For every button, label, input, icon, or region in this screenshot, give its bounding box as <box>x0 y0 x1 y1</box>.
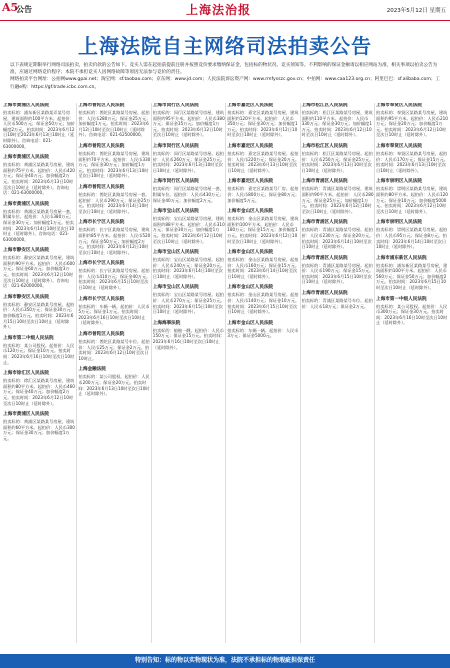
lot-court: 上海市徐汇区人民法院 <box>3 371 49 377</box>
auction-lot <box>2 103 76 149</box>
auction-lot <box>226 179 300 203</box>
lot-court: 上海市黄浦区人民法院 <box>3 155 49 161</box>
lot-details: 拍卖标的：某公司股权。起拍价：人民币120万元；保证金10万元。拍卖时间：2023年6月16日10时至次日10时止。 <box>3 342 75 365</box>
masthead: 上海法治报 <box>186 3 252 17</box>
lot-details: 拍卖标的：闵行区某路某号房屋，建筑面积约95平方米。起拍价：人民币380万元；保证金35万元；加价幅度1万元。拍卖时间：2023年6月12日10时至次日10时止（延时除外）。 <box>152 110 225 138</box>
auction-lot <box>2 336 76 365</box>
auction-lot <box>77 220 151 255</box>
lot-court: 上海市松江区人民法院 <box>301 143 348 149</box>
auction-lot <box>226 209 300 244</box>
lot-court: 上海市长宁区人民法院 <box>78 220 125 226</box>
lot-details: 拍卖标的：徐汇区某路某号房屋，建筑面积约80平方米。起拍价：人民币460万元；保证金40万元；加价幅度2万元。拍卖时间：2023年6月12日10时至次日10时止（延时除外）。 <box>3 378 75 406</box>
auction-lot <box>77 332 151 361</box>
lot-details: 拍卖标的：黄浦区某路某号房屋，建筑面积约60平方米。起拍价：人民币300万元；保证金30万元；加价幅度1万元。 <box>3 419 75 441</box>
lot-details: 拍卖标的：静安区某路某号房屋。起拍价：人民币350万元；保证金30万元；加价幅度1万元。拍卖时间：2023年6月15日10时至次日10时止（延时除外）。 <box>3 301 75 330</box>
lot-details: 拍卖标的：青浦区某路某号房屋。起拍价：人民币230万元；保证金20万元。拍卖时间：2023年6月14日10时至次日10时止（延时除外）。 <box>301 227 374 250</box>
lot-details: 拍卖标的：船舶一艘。起拍价：人民币150万元；保证金15万元。拍卖时间：2023年6月16日10时至次日10时止（延时除外）。 <box>152 327 225 350</box>
lot-details: 拍卖标的：长宁区某路某号房屋，建筑面积约85平方米。起拍价：人民币520万元；保证金50万元；加价幅度2万元。拍卖时间：2023年6月12日10时至次日10时止（延时除外）。 <box>78 227 151 255</box>
column-4 <box>225 103 300 643</box>
lot-court: 上海金融法院 <box>78 367 106 373</box>
lot-court: 上海市青浦区人民法院 <box>301 255 348 261</box>
section-label: 公告 <box>16 5 32 14</box>
auction-lot <box>301 144 375 173</box>
lot-court: 上海市普陀区人民法院 <box>78 184 125 190</box>
lot-court: 上海市黄浦区人民法院 <box>3 103 49 108</box>
intro-paragraph-2: 网络拍卖平台网址：公拍网www.gpai.net；淘宝网：sf.taobao.com；京东网：www.jd.com；人民法院诉讼资产网：www.rmfysszc.gov.cn；中拍网：www.caa123.org.cn；阿里巴巴：sf.alibaba.com；工行融e购：https://gf.trade.icbc.com.cn。 <box>10 77 440 90</box>
lot-court: 上海市金山区人民法院 <box>227 250 274 256</box>
lot-details: 拍卖标的：金山区某路某号房屋。起拍价：人民币160万元；保证金15万元。拍卖时间：2023年6月14日10时至次日10时止（延时除外）。 <box>227 257 300 279</box>
auction-lot <box>152 209 226 244</box>
lot-details: 拍卖标的：青浦区某路某号车位。起拍价：人民币18万元；保证金2万元。 <box>301 298 373 309</box>
lot-court: 上海市闵行区人民法院 <box>152 143 199 149</box>
issue-date: 2023年5月12日 星期五 <box>386 8 446 14</box>
auction-lot <box>152 250 226 279</box>
lot-details: 拍卖标的：某公司股权。起拍价：人民币300万元；保证金30万元。拍卖时间：2023年6月16日10时至次日10时止（延时除外）。 <box>376 303 448 326</box>
lot-court: 上海市金山区人民法院 <box>227 285 274 291</box>
auction-lot <box>301 220 375 249</box>
auction-lot <box>77 185 151 214</box>
intro-paragraph-1: 以下表规定期限举行网络司法拍卖，拍卖价款的公告如下。竞买人需在起拍前提前注册并按照竞价要求缴纳保证金，包括标的物状况、竞买须知等。不利影响的保证金额请以相应网站为准，相关事项以拍卖公告为准，应通过网络竞价程序；本院不承担竞买人因网络故障等原因无法参与竞价的责任。 <box>10 63 438 76</box>
lot-court: 上海市金山区人民法院 <box>227 209 274 215</box>
lot-court: 上海海事法院 <box>152 320 181 326</box>
auction-columns <box>2 103 448 643</box>
auction-lot <box>2 371 76 406</box>
lot-court: 上海市静安区人民法院 <box>3 294 49 300</box>
auction-lot <box>2 412 76 441</box>
lot-court: 上海市嘉定区人民法院 <box>227 179 274 185</box>
lot-court: 上海市嘉定区人民法院 <box>227 103 274 108</box>
auction-lot <box>226 144 300 173</box>
auction-lot <box>2 295 76 330</box>
lot-court: 上海市崇明区人民法院 <box>376 220 422 226</box>
lot-court: 上海市普陀区人民法院 <box>78 143 125 149</box>
auction-lot <box>226 321 300 339</box>
auction-lot <box>375 297 448 326</box>
auction-lot <box>152 321 226 350</box>
lot-court: 上海市金山区人民法院 <box>227 320 274 326</box>
lot-court: 上海市黄浦区人民法院 <box>3 201 49 207</box>
lot-details: 拍卖标的：静安区某路某号房屋，建筑面积约90平方米。起拍价：人民币600万元；保证金60万元；加价幅度3万元。拍卖时间：2023年6月12日10时至次日10时止（延时除外）。咨询电话：021-62000000。 <box>3 255 75 289</box>
lot-court: 上海市青浦区人民法院 <box>301 179 348 185</box>
lot-details: 拍卖标的：崇明区某路某号房屋，建筑面积约80平方米。起拍价：人民币120万元；保证金10万元；加价幅度5000元。拍卖时间：2023年6月12日10时至次日10时止（延时除外）。 <box>376 186 448 214</box>
auction-lot <box>226 285 300 314</box>
auction-lot <box>375 256 448 291</box>
auction-lot <box>375 179 448 214</box>
column-6 <box>374 103 448 643</box>
auction-lot <box>375 103 448 138</box>
auction-lot <box>375 144 448 173</box>
lot-court: 上海市宝山区人民法院 <box>152 285 199 291</box>
auction-lot <box>2 155 76 196</box>
lot-details: 拍卖标的：宝山区某路某号房屋，建筑面积约88平方米。起拍价：人民币310万元；保证金30万元；加价幅度1万元。拍卖时间：2023年6月12日10时至次日10时止（延时除外）。 <box>152 216 225 244</box>
lot-court: 上海市普陀区人民法院 <box>78 332 125 338</box>
lot-details: 拍卖标的：闵行区某路某号房屋一套，附属车位。起拍价：人民币430万元；保证金40万元；加价幅度2万元。 <box>152 186 224 203</box>
auction-lot <box>375 220 448 249</box>
lot-details: 拍卖标的：青浦区某路某号房屋，建筑面积约90平方米。起拍价：人民币280万元；保证金25万元；加价幅度1万元。拍卖时间：2023年6月12日10时至次日10时止（延时除外）。 <box>301 186 374 214</box>
auction-lot <box>2 202 76 243</box>
column-1 <box>2 103 76 643</box>
page-number: A5 <box>2 1 19 14</box>
auction-lot <box>77 103 151 138</box>
lot-court: 上海市长宁区人民法院 <box>78 296 125 302</box>
lot-court: 上海市长宁区人民法院 <box>78 261 125 267</box>
lot-details: 拍卖标的：浦东新区某路某号房屋，建筑面积约100平方米。起拍价：人民币560万元；保证金50万元；加价幅度2万元。拍卖时间：2023年6月15日10时至次日10时止（延时除外）。 <box>376 262 448 291</box>
auction-lot <box>226 103 300 138</box>
intro-text <box>10 62 442 91</box>
lot-details: 拍卖标的：松江区某路某号房屋，建筑面积约110平方米。起拍价：人民币330万元；保证金30万元；加价幅度1万元。拍卖时间：2023年6月12日10时至次日10时止（延时除外）。 <box>301 110 373 138</box>
page-header <box>0 0 450 21</box>
lot-details: 拍卖标的：浦东新区某路某弄某号房屋，建筑面积约100平方米。起拍价：人民币500万元；保证金50万元；加价幅度2万元。拍卖时间：2023年6月12日10时至2023年6月13日10时止（延时除外）。咨询电话：021-63000000。 <box>3 110 75 149</box>
auction-lot <box>152 179 226 203</box>
lot-court: 上海市普陀区人民法院 <box>78 103 125 108</box>
lot-details: 拍卖标的：黄浦区某路某号房屋一套，附属车位。起拍价：人民币380万元；保证金30万元；加价幅度1万元。拍卖时间：2023年6月14日10时至次日10时止（延时除外）。咨询电话：021-63000000。 <box>3 208 75 242</box>
lot-details: 拍卖标的：青浦区某路某号房屋。起拍价：人民币190万元；保证金15万元。拍卖时间：2023年6月15日10时至次日10时止（延时除外）。 <box>301 262 374 285</box>
column-5 <box>300 103 375 643</box>
lot-court: 上海市闵行区人民法院 <box>152 103 199 108</box>
lot-details: 拍卖标的：嘉定区某路某号房屋，建筑面积约120平方米。起拍价：人民币350万元；保证金30万元；加价幅度1万元。拍卖时间：2023年6月12日10时至次日10时止（延时除外）。 <box>227 110 299 138</box>
auction-lot <box>226 250 300 279</box>
column-3 <box>151 103 226 643</box>
lot-details: 拍卖标的：嘉定区某路某号房屋。起拍价：人民币220万元；保证金20万元。拍卖时间：2023年6月13日10时至次日10时止（延时除外）。 <box>227 150 300 173</box>
lot-details: 拍卖标的：宝山区某路某号房屋。起拍价：人民币240万元；保证金20万元。拍卖时间：2023年6月14日10时至次日10时止（延时除外）。 <box>152 257 225 279</box>
lot-details: 拍卖标的：长宁区某路某号房屋。起拍价：人民币410万元；保证金40万元。拍卖时间：2023年6月15日10时至次日10时止（延时除外）。 <box>78 268 151 291</box>
lot-details: 拍卖标的：闵行区某路某号房屋。起拍价：人民币260万元；保证金25万元。拍卖时间：2023年6月13日10时至次日10时止（延时除外）。 <box>152 150 225 173</box>
page-title: 上海法院自主网络司法拍卖公告 <box>78 34 372 58</box>
auction-lot <box>77 144 151 179</box>
auction-lot <box>152 144 226 173</box>
auction-lot <box>301 291 375 309</box>
lot-details: 拍卖标的：黄浦区某路某号房屋，建筑面积约75平方米。起拍价：人民币420万元；保证金40万元；加价幅度2万元。拍卖时间：2023年6月13日10时至次日10时止（延时除外）。咨询电话：021-63000000。 <box>3 162 75 196</box>
lot-court: 上海市青浦区人民法院 <box>301 220 348 226</box>
lot-court: 上海市第二中级人民法院 <box>3 335 54 341</box>
lot-details: 拍卖标的：嘉定区某路某号厂房。起拍价：人民币800万元；保证金80万元；加价幅度5万元。 <box>227 186 300 203</box>
lot-court: 上海市闵行区人民法院 <box>152 179 199 185</box>
lot-court: 上海市嘉定区人民法院 <box>227 143 274 149</box>
lot-court: 上海市宝山区人民法院 <box>152 209 199 215</box>
lot-details: 拍卖标的：宝山区某路某号房屋。起拍价：人民币270万元；保证金25万元。拍卖时间：2023年6月15日10时至次日10时止（延时除外）。 <box>152 292 225 315</box>
footer-banner <box>0 654 450 668</box>
lot-court: 上海市奉贤区人民法院 <box>376 143 422 149</box>
auction-lot <box>77 297 151 326</box>
lot-court: 上海市黄浦区人民法院 <box>3 412 49 418</box>
lot-court: 上海市崇明区人民法院 <box>376 179 422 185</box>
lot-details: 拍卖标的：车辆一辆。起拍价：人民币5万元；保证金1万元。拍卖时间：2023年6月16日10时至次日10时止（延时除外）。 <box>78 303 150 326</box>
lot-court: 上海市奉贤区人民法院 <box>376 103 422 108</box>
lot-court: 上海市宝山区人民法院 <box>152 250 199 256</box>
lot-court: 上海市松江区人民法院 <box>301 103 348 108</box>
lot-court: 上海市青浦区人民法院 <box>301 291 348 297</box>
auction-lot <box>2 248 76 289</box>
lot-court: 上海市静安区人民法院 <box>3 248 49 254</box>
lot-details: 拍卖标的：奉贤区某路某号房屋。起拍价：人民币170万元；保证金15万元。拍卖时间：2023年6月13日10时至次日10时止（延时除外）。 <box>376 150 448 173</box>
lot-details: 拍卖标的：某公司股权。起拍价：人民币200万元；保证金20万元。拍卖时间：2023年6月13日10时至次日10时止（延时除外）。 <box>78 374 150 397</box>
auction-lot <box>301 256 375 285</box>
auction-lot <box>77 261 151 290</box>
lot-details: 拍卖标的：普陀区某路某号房屋。起拍价：人民币280万元；保证金25万元；加价幅度1万元。拍卖时间：2023年6月12日10时至次日10时止（延时除外）。咨询电话：021-62500000。 <box>78 110 151 138</box>
lot-details: 拍卖标的：金山区某路某号房屋。起拍价：人民币140万元；保证金10万元。拍卖时间：2023年6月15日10时至次日10时止（延时除外）。 <box>227 292 300 315</box>
lot-details: 拍卖标的：普陀区某路某号房屋，建筑面积约70平方米。起拍价：人民币330万元；保证金30万元；加价幅度1万元。拍卖时间：2023年6月13日10时至次日10时止（延时除外）。 <box>78 150 151 179</box>
auction-lot <box>77 367 151 396</box>
column-2 <box>76 103 151 643</box>
auction-lot <box>301 103 375 138</box>
lot-details: 拍卖标的：奉贤区某路某号房屋，建筑面积约95平方米。起拍价：人民币210万元；保证金20万元；加价幅度1万元。拍卖时间：2023年6月12日10时至次日10时止（延时除外）。 <box>376 110 448 138</box>
lot-court: 上海市浦东新区人民法院 <box>376 255 427 261</box>
lot-details: 拍卖标的：金山区某路某号房屋，建筑面积约100平方米。起拍价：人民币180万元；保证金15万元；加价幅度1万元。拍卖时间：2023年6月12日10时至次日10时止（延时除外）。 <box>227 216 299 244</box>
auction-lot <box>301 179 375 214</box>
lot-court: 上海市第一中级人民法院 <box>376 296 427 302</box>
lot-details: 拍卖标的：车辆一辆。起拍价：人民币3万元；保证金5000元。 <box>227 327 299 339</box>
lot-details: 拍卖标的：普陀区某路某号房屋一套。起拍价：人民币290万元；保证金25万元。拍卖时间：2023年6月14日10时至次日10时止（延时除外）。 <box>78 191 151 214</box>
auction-lot <box>152 103 226 138</box>
auction-lot <box>152 285 226 314</box>
lot-details: 拍卖标的：松江区某路某号房屋。起拍价：人民币250万元；保证金25万元。拍卖时间：2023年6月13日10时至次日10时止（延时除外）。 <box>301 150 374 173</box>
lot-details: 拍卖标的：崇明区某路某号房屋。起拍价：人民币95万元；保证金8万元。拍卖时间：2023年6月14日10时至次日10时止（延时除外）。 <box>376 227 448 250</box>
lot-details: 拍卖标的：普陀区某路某号车位。起拍价：人民币25万元；保证金2万元。拍卖时间：2023年6月12日10时至次日10时止。 <box>78 339 150 361</box>
footer-notice: 特别告知：标的物以实物现状为准，法院不承担标的物瑕疵担保责任 <box>134 657 315 664</box>
